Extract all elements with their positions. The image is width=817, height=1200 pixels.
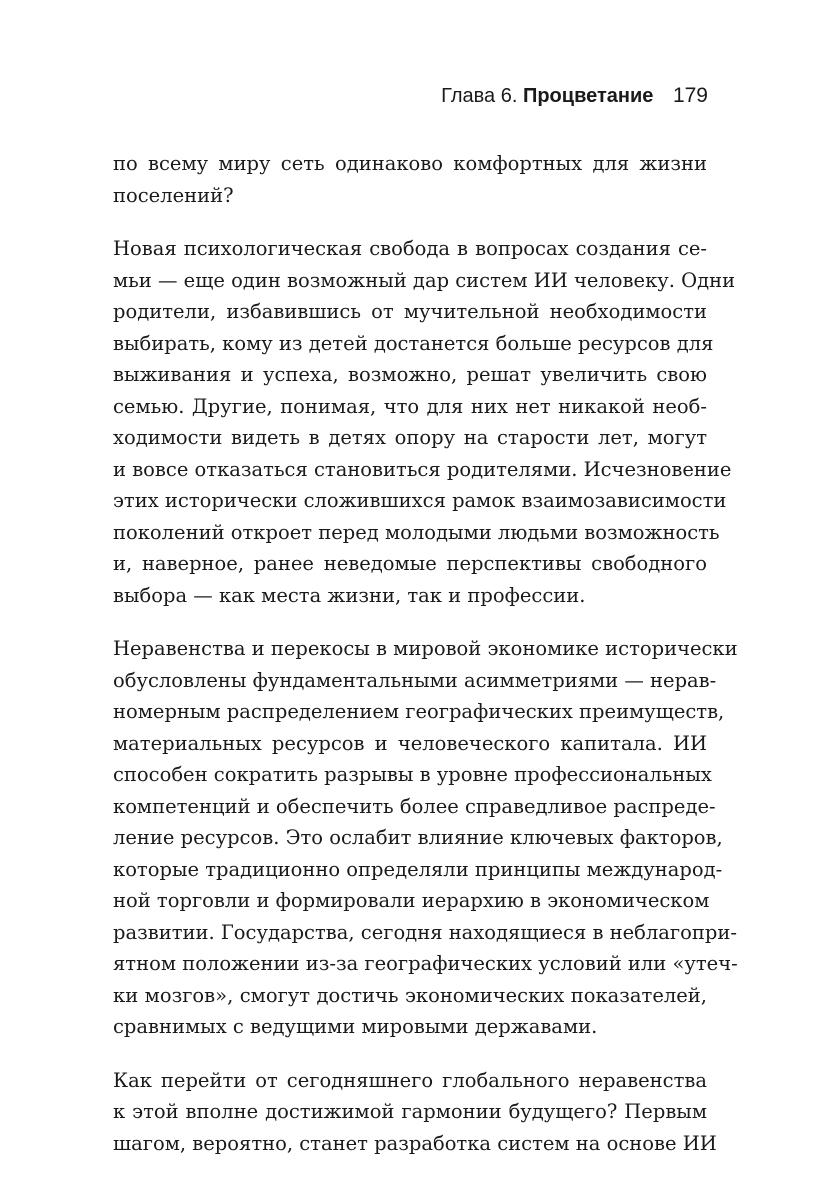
text-line: Как перейти от сегодняшнего глобального неравенства	[113, 1068, 707, 1092]
text-line: ной торговли и формировали иерархию в экономическом	[113, 889, 710, 912]
text-line: к этой вполне достижимой гармонии будущего? Первым	[113, 1100, 707, 1123]
text-line: мьи — еще один возможный дар систем ИИ человеку. Одни	[113, 268, 736, 292]
text-line: поколений откроет перед молодыми людьми возможность	[113, 520, 720, 544]
text-line: этих исторически сложившихся рамок взаимозависимости	[113, 489, 727, 512]
text-line: сравнимых с ведущими мировыми державами.	[113, 1015, 598, 1038]
text-line: развитии. Государства, сегодня находящиеся в неблагопри-	[113, 920, 737, 944]
text-line: Неравенства и перекосы в мировой экономике исторически	[113, 637, 738, 660]
paragraph	[113, 148, 707, 211]
text-line: ятном положении из-за географических условий или «утеч-	[113, 952, 738, 975]
text-line: номерным распределением географических преимуществ,	[113, 700, 725, 723]
text-line: ление ресурсов. Это ослабит влияние ключевых факторов,	[113, 826, 723, 849]
text-line: и вовсе отказаться становиться родителями. Исчезновение	[113, 457, 732, 481]
chapter-title: Процветание	[522, 85, 654, 107]
running-header	[441, 84, 708, 108]
page-number: 179	[672, 84, 708, 107]
text-line: материальных ресурсов и человеческого капитала. ИИ	[113, 731, 707, 755]
text-line: выживания и успеха, возможно, решат увеличить свою	[113, 363, 707, 386]
text-line: компетенций и обеспечить более справедливое распреде-	[113, 794, 716, 818]
text-line: ходимости видеть в детях опору на старости лет, могут	[113, 426, 707, 449]
text-line: Новая психологическая свобода в вопросах создания се-	[113, 237, 707, 260]
text-line: поселений?	[113, 183, 234, 207]
text-line: выбирать, кому из детей достанется больше ресурсов для	[113, 331, 714, 355]
text-line: и, наверное, ранее неведомые перспективы свободного	[113, 552, 707, 575]
text-line: ки мозгов», смогут достичь экономических показателей,	[113, 983, 707, 1007]
paragraph	[113, 233, 736, 611]
text-line: по всему миру сеть одинаково комфортных для жизни	[113, 152, 707, 175]
chapter-label: Глава 6.	[441, 85, 518, 107]
text-line: шагом, вероятно, станет разработка систем на основе ИИ	[113, 1131, 717, 1155]
text-line: родители, избавившись от мучительной необходимости	[113, 300, 707, 323]
paragraph	[113, 633, 738, 1043]
text-line: которые традиционно определяли принципы международ-	[113, 857, 723, 881]
text-line: обусловлены фундаментальными асимметриями — нерав-	[113, 668, 717, 692]
body-text	[113, 148, 738, 1181]
text-line: выбора — как места жизни, так и профессии.	[113, 583, 586, 607]
paragraph	[113, 1065, 717, 1160]
text-line: семью. Другие, понимая, что для них нет никакой необ-	[113, 394, 707, 418]
text-line: способен сократить разрывы в уровне профессиональных	[113, 763, 712, 786]
